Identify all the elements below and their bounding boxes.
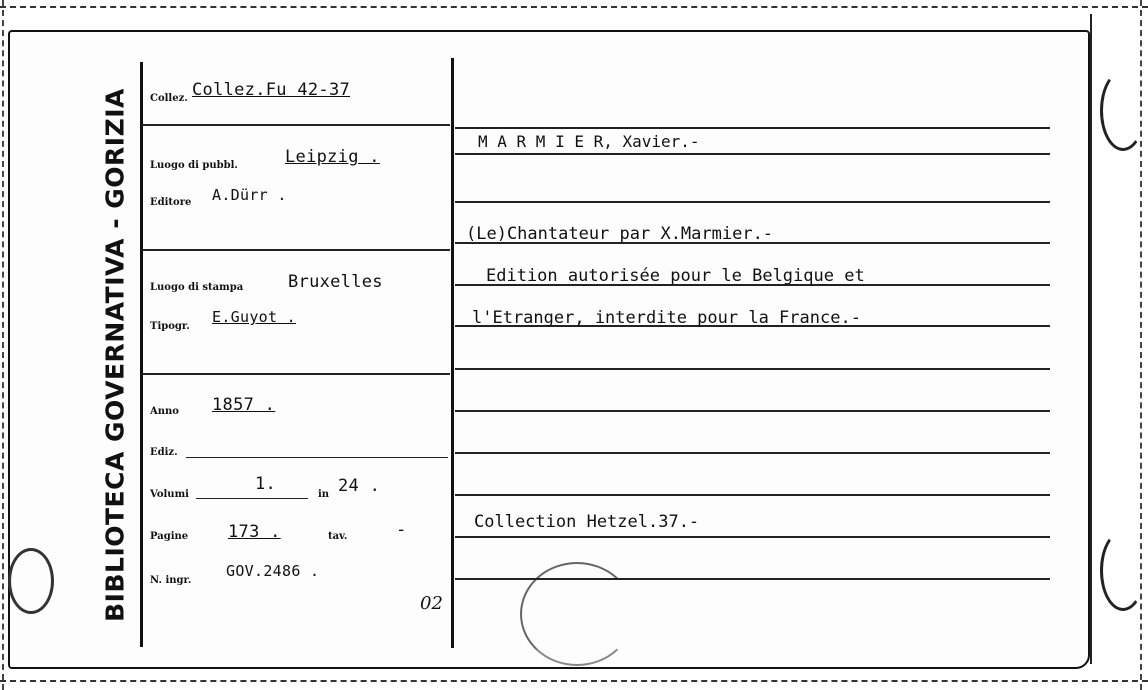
rule-after-collez [142,124,450,126]
right-rule-7 [455,368,1050,370]
rule-after-tipogr [142,373,450,375]
right-rule-10 [455,494,1050,496]
tav-value: - [396,520,407,540]
right-rule-11 [455,536,1050,538]
series-line: Collection Hetzel.37.- [474,512,700,532]
right-rule-2 [455,153,1050,155]
ediz-rule [186,457,448,458]
tipogr-value: E.Guyot . [212,308,296,326]
library-vertical-title: BIBLIOTECA GOVERNATIVA - GORIZIA [100,88,130,622]
tipogr-label: Tipogr. [150,321,190,332]
volumi-rule [196,498,308,499]
author-line: M A R M I E R, Xavier.- [478,132,700,151]
edition-line-1: Edition autorisée pour le Belgique et [486,266,865,286]
ediz-label: Ediz. [150,447,178,458]
right-rule-3 [455,201,1050,203]
formato-value: 24 . [338,476,381,496]
scan-edge-left [2,0,4,690]
rule-after-editore [142,249,450,251]
collez-label: Collez. [150,93,188,104]
right-rule-9 [455,452,1050,454]
right-rule-12 [455,578,1050,580]
luogo-pubbl-value: Leipzig . [285,147,380,167]
pagine-value: 173 . [228,522,281,542]
scan-edge-top [0,6,1148,8]
left-margin-line [140,62,143,647]
anno-value: 1857 . [212,395,276,415]
punch-hole-right-top [1100,70,1146,151]
card-right-edge [1090,14,1092,664]
editore-value: A.Dürr . [212,186,287,204]
luogo-stampa-label: Luogo di stampa [150,282,244,293]
right-rule-8 [455,410,1050,412]
punch-hole-right-bottom [1100,530,1146,611]
volumi-value: 1. [255,474,277,494]
volumi-label: Volumi [150,489,189,500]
anno-label: Anno [150,406,179,417]
center-divider-line [451,58,454,648]
n-ingr-label: N. ingr. [150,575,192,586]
scan-edge-bottom [0,680,1148,682]
edition-line-2: l'Etranger, interdite pour la France.- [472,308,861,328]
pagine-label: Pagine [150,531,189,542]
title-line: (Le)Chantateur par X.Marmier.- [466,224,774,244]
tav-label: tav. [328,531,348,542]
luogo-pubbl-label: Luogo di pubbl. [150,160,238,171]
right-rule-1 [455,127,1050,129]
n-ingr-value: GOV.2486 . [226,562,320,580]
punch-hole-left [8,548,54,614]
luogo-stampa-value: Bruxelles [288,272,383,292]
collez-value: Collez.Fu 42-37 [192,80,351,100]
formato-label: in [318,489,330,500]
shelf-stamp: 02 [420,593,443,614]
editore-label: Editore [150,197,192,208]
